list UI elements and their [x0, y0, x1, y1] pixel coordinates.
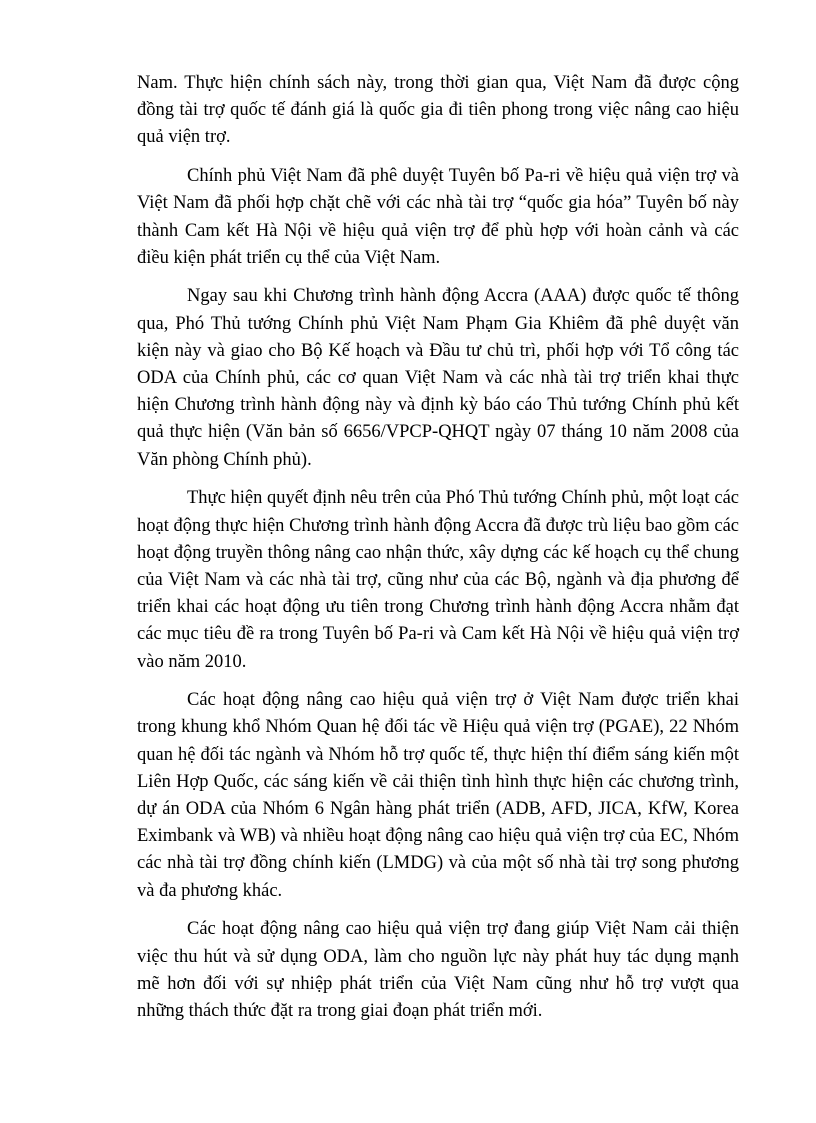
paragraph-continuation: Nam. Thực hiện chính sách này, trong thời gian qua, Việt Nam đã được cộng đồng tài trợ quốc tế đánh giá là quốc gia đi tiên phong trong việc nâng cao hiệu quả viện trợ. [137, 73, 739, 148]
paragraph-activities: Các hoạt động nâng cao hiệu quả viện trợ ở Việt Nam được triển khai trong khung khổ Nhóm Quan hệ đối tác về Hiệu quả viện trợ (PGAE), 22 Nhóm quan hệ đối tác ngành và Nhóm hỗ trợ quốc tế, thực hiện thí điểm sáng kiến một Liên Hợp Quốc, các sáng kiến về cải thiện tình hình thực hiện các chương trình, dự án ODA của Nhóm 6 Ngân hàng phát triển (ADB, AFD, JICA, KfW, Korea Eximbank và WB) và nhiều hoạt động nâng cao hiệu quả viện trợ của EC, Nhóm các nhà tài trợ đồng chính kiến (LMDG) và của một số nhà tài trợ song phương và đa phương khác. [137, 690, 739, 901]
paragraph-outcomes: Các hoạt động nâng cao hiệu quả viện trợ đang giúp Việt Nam cải thiện việc thu hút và sử dụng ODA, làm cho nguồn lực này phát huy tác dụng mạnh mẽ hơn đối với sự nhiệp phát triển của Việt Nam cũng như hỗ trợ vượt qua những thách thức đặt ra trong giai đoạn phát triển mới. [137, 919, 739, 1021]
document-page [137, 70, 739, 1037]
paragraph-implementation: Thực hiện quyết định nêu trên của Phó Thủ tướng Chính phủ, một loạt các hoạt động thực hiện Chương trình hành động Accra đã được trù liệu bao gồm các hoạt động truyền thông nâng cao nhận thức, xây dựng các kế hoạch cụ thể chung của Việt Nam và các nhà tài trợ, cũng như của các Bộ, ngành và địa phương để triển khai các hoạt động ưu tiên trong Chương trình hành động Accra nhằm đạt các mục tiêu đề ra trong Tuyên bố Pa-ri và Cam kết Hà Nội về hiệu quả viện trợ vào năm 2010. [137, 488, 739, 672]
paragraph-paris-declaration: Chính phủ Việt Nam đã phê duyệt Tuyên bố Pa-ri về hiệu quả viện trợ và Việt Nam đã phối hợp chặt chẽ với các nhà tài trợ “quốc gia hóa” Tuyên bố này thành Cam kết Hà Nội về hiệu quả viện trợ để phù hợp với hoàn cảnh và các điều kiện phát triển cụ thể của Việt Nam. [137, 166, 739, 268]
paragraph-accra-agenda: Ngay sau khi Chương trình hành động Accra (AAA) được quốc tế thông qua, Phó Thủ tướng Chính phủ Việt Nam Phạm Gia Khiêm đã phê duyệt văn kiện này và giao cho Bộ Kế hoạch và Đầu tư chủ trì, phối hợp với Tổ công tác ODA của Chính phủ, các cơ quan Việt Nam và các nhà tài trợ triển khai thực hiện Chương trình hành động này và định kỳ báo cáo Thủ tướng Chính phủ kết quả thực hiện (Văn bản số 6656/VPCP-QHQT ngày 07 tháng 10 năm 2008 của Văn phòng Chính phủ). [137, 286, 739, 470]
